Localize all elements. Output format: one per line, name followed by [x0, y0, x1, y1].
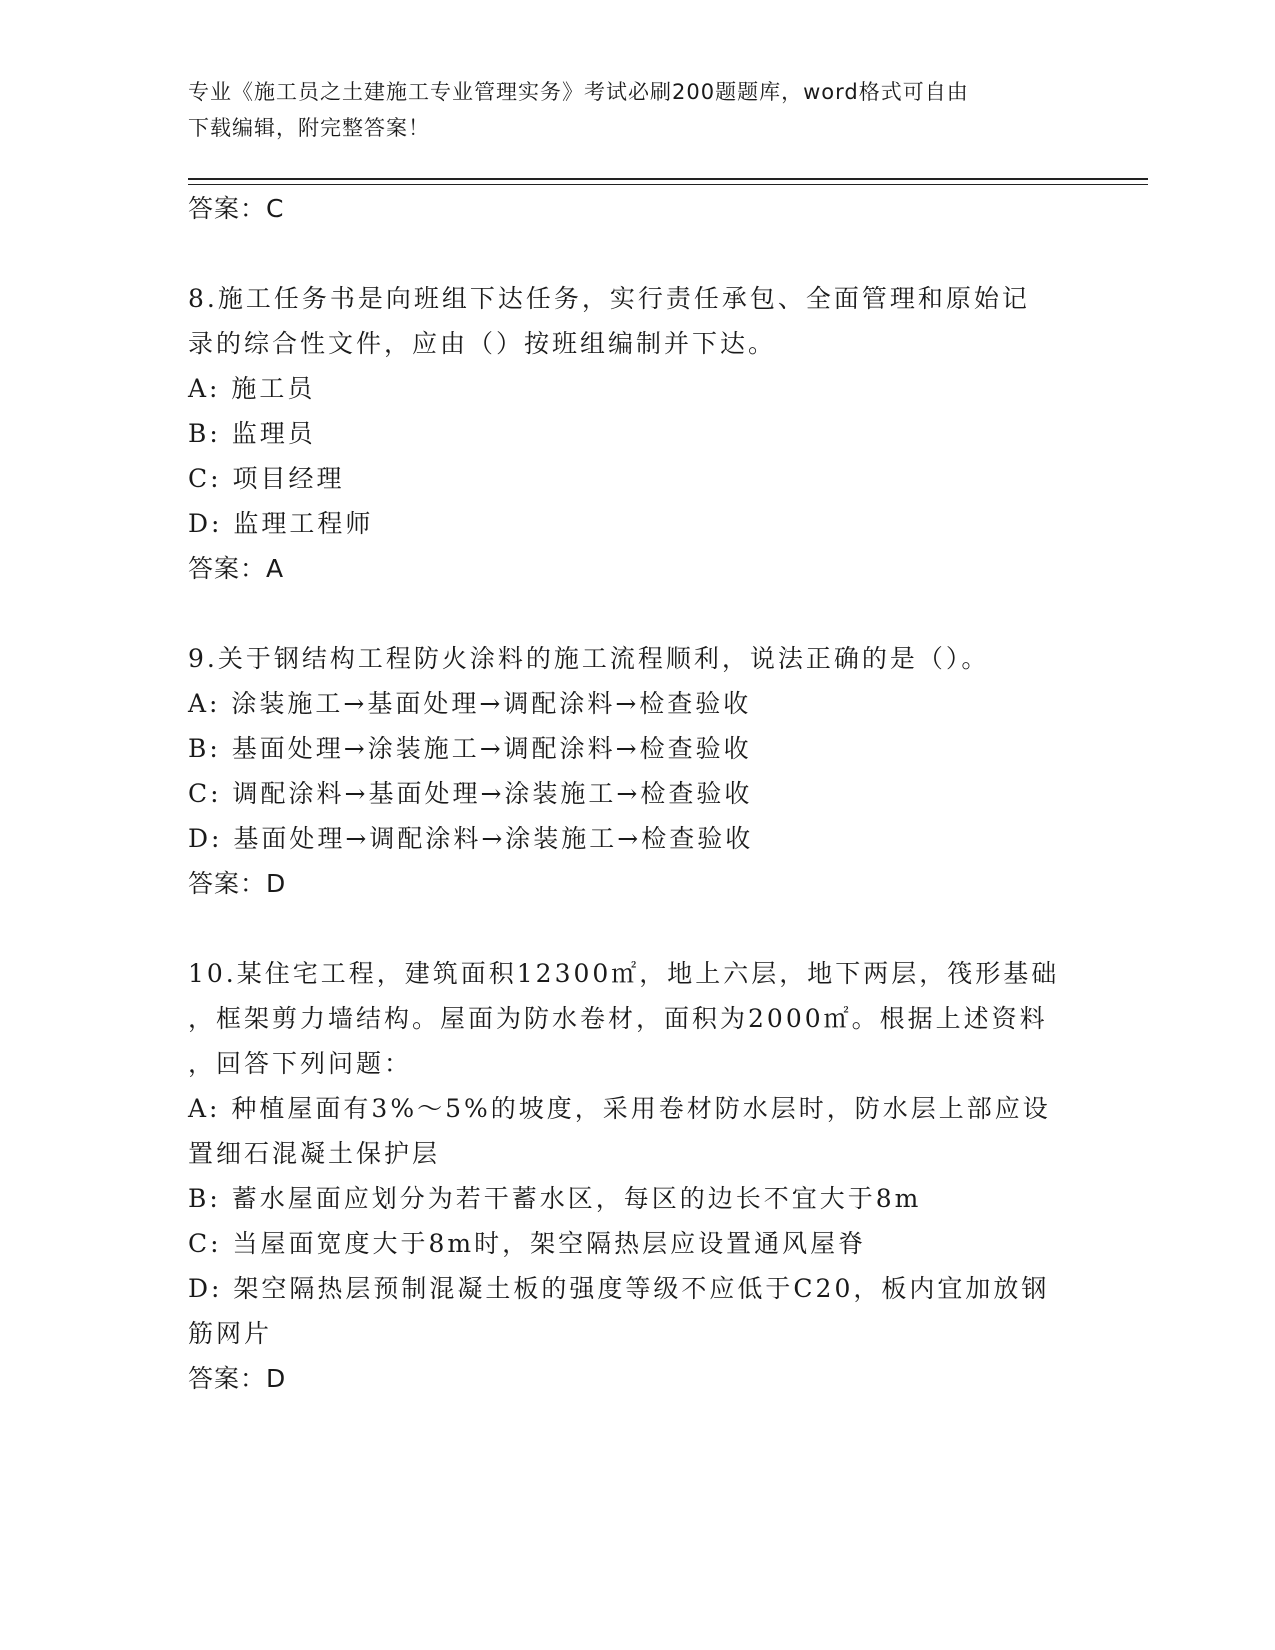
option-d-continued: 筋网片 [188, 1319, 273, 1348]
option-a: A: 施工员 [188, 374, 316, 403]
question-10 [188, 951, 1088, 1402]
question-8 [188, 276, 1088, 592]
spacer [188, 232, 1088, 276]
option-c: C: 调配涂料→基面处理→涂装施工→检查验收 [188, 779, 753, 808]
question-answer: 答案：D [188, 1364, 287, 1393]
question-answer: 答案：D [188, 869, 287, 898]
option-d: D: 架空隔热层预制混凝土板的强度等级不应低于C20，板内宜加放钢 [188, 1274, 1050, 1303]
question-stem-line: 录的综合性文件，应由（）按班组编制并下达。 [188, 329, 777, 358]
option-a: A: 涂装施工→基面处理→调配涂料→检查验收 [188, 689, 752, 718]
spacer [188, 592, 1088, 636]
option-d: D: 监理工程师 [188, 509, 374, 538]
spacer [188, 907, 1088, 951]
option-d: D: 基面处理→调配涂料→涂装施工→检查验收 [188, 824, 754, 853]
option-a: A: 种植屋面有3%～5%的坡度，采用卷材防水层时，防水层上部应设 [188, 1094, 1051, 1123]
option-a-continued: 置细石混凝土保护层 [188, 1139, 441, 1168]
question-9 [188, 636, 1088, 907]
option-c: C: 项目经理 [188, 464, 345, 493]
question-stem-line: ，回答下列问题： [188, 1049, 413, 1078]
document-header [188, 74, 1068, 146]
previous-answer: 答案：C [188, 194, 285, 223]
question-stem-line: 10.某住宅工程，建筑面积12300㎡，地上六层，地下两层，筏形基础 [188, 959, 1060, 988]
question-stem-line: ，框架剪力墙结构。屋面为防水卷材，面积为2000㎡。根据上述资料 [188, 1004, 1048, 1033]
header-rule-thin [188, 184, 1148, 185]
question-list [188, 186, 1088, 1402]
header-title-line-2: 下载编辑，附完整答案！ [188, 116, 430, 140]
header-title-line-1: 专业《施工员之土建施工专业管理实务》考试必刷200题题库，word格式可自由 [188, 80, 969, 104]
question-answer: 答案：A [188, 554, 285, 583]
question-stem-line: 8.施工任务书是向班组下达任务，实行责任承包、全面管理和原始记 [188, 284, 1030, 313]
option-b: B: 蓄水屋面应划分为若干蓄水区，每区的边长不宜大于8m [188, 1184, 922, 1213]
option-c: C: 当屋面宽度大于8m时，架空隔热层应设置通风屋脊 [188, 1229, 867, 1258]
option-b: B: 监理员 [188, 419, 316, 448]
question-stem-line: 9.关于钢结构工程防火涂料的施工流程顺利，说法正确的是（）。 [188, 644, 990, 673]
header-rule-thick [188, 178, 1148, 180]
option-b: B: 基面处理→涂装施工→调配涂料→检查验收 [188, 734, 752, 763]
